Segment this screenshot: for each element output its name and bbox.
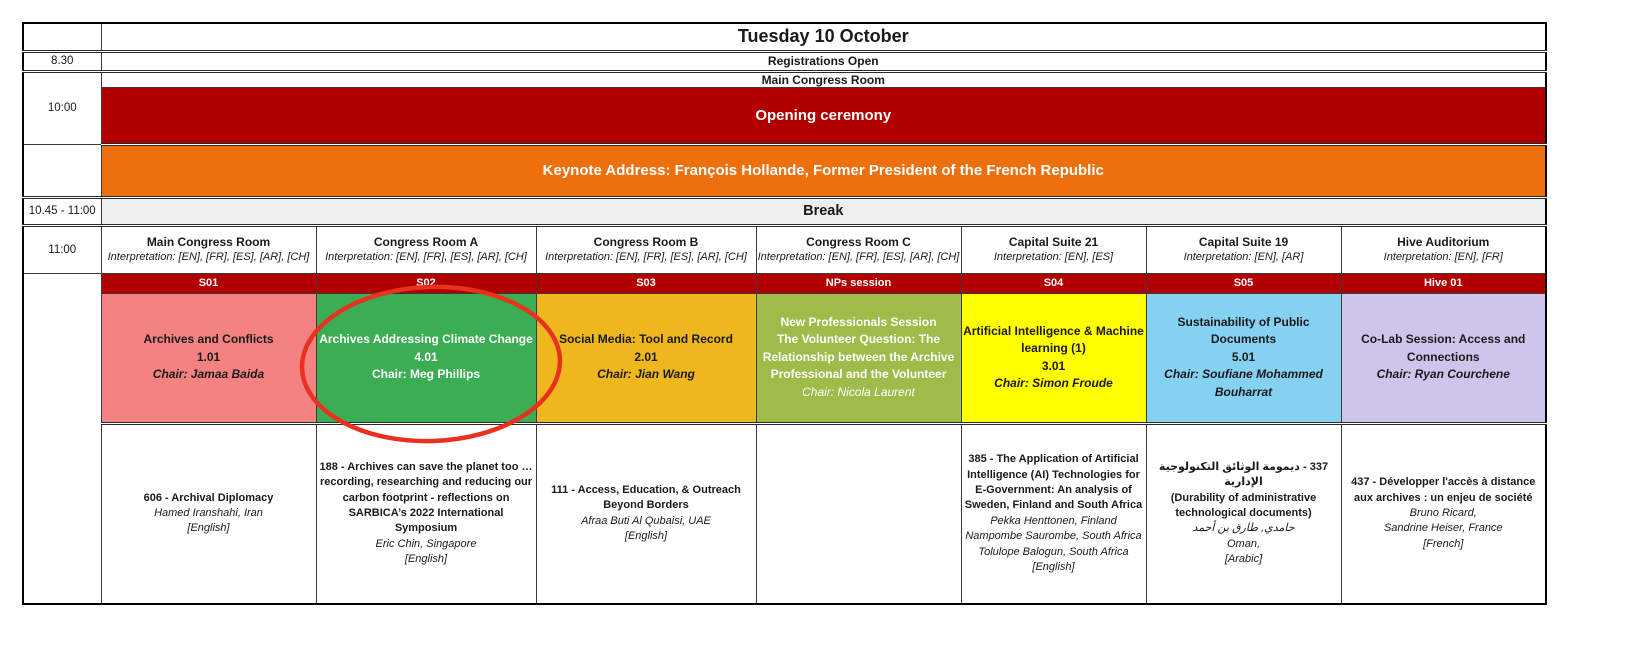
room-name: Capital Suite 19 <box>1198 234 1289 249</box>
paper-cell-111: 111 - Access, Education, & Outreach Beyond Borders Afraa Buti Al Qubaisi, UAE [English] <box>536 423 756 604</box>
paper-language: [English] <box>1032 560 1075 573</box>
session-chair: Chair: Nicola Laurent <box>802 384 915 399</box>
paper-cell-188: 188 - Archives can save the planet too … recording, researching and reducing our carbon footprint - reflections on SARBICA’s 2022 International Symposium Eric Chin, Singapore [English] <box>316 423 536 604</box>
room-name: Congress Room C <box>806 234 911 249</box>
session-cell-archives-climate-change: Archives Addressing Climate Change 4.01 Chair: Meg Phillips <box>316 293 536 423</box>
session-code-s01: S01 <box>101 273 316 293</box>
room-interpretation: Interpretation: [EN], [FR], [ES], [AR], [CH] <box>325 251 527 264</box>
room-interpretation: Interpretation: [EN], [FR] <box>1383 251 1503 264</box>
session-cell-ai-machine-learning: Artificial Intelligence & Machine learning (1) 3.01 Chair: Simon Froude <box>961 293 1146 423</box>
banner-main-congress-room: Main Congress Room <box>101 71 1546 87</box>
room-header-capital-suite-19 <box>1146 225 1341 273</box>
time-opening: 10:00 <box>23 71 101 144</box>
schedule-table <box>22 22 1547 605</box>
room-interpretation: Interpretation: [EN], [FR], [ES], [AR], [CH] <box>545 251 747 264</box>
session-code-nps: NPs session <box>756 273 961 293</box>
time-sessions: 11:00 <box>23 225 101 273</box>
session-cell-archives-and-conflicts: Archives and Conflicts 1.01 Chair: Jamaa Baida <box>101 293 316 423</box>
session-code-s03: S03 <box>536 273 756 293</box>
time-cell-empty-keynote <box>23 144 101 197</box>
session-cell-sustainability-public-documents: Sustainability of Public Documents 5.01 Chair: Soufiane Mohammed Bouharrat <box>1146 293 1341 423</box>
paper-cell-337: 337 - ديمومة الوثائق التكنولوجية الإدارية (Durability of administrative technological documents) حامدي, طارق بن أحمد Oman, [Arabic] <box>1146 423 1341 604</box>
time-break: 10.45 - 11:00 <box>23 197 101 225</box>
paper-language: [English] <box>624 530 668 543</box>
session-cell-new-professionals: New Professionals Session The Volunteer Question: The Relationship between the Archive Professional and the Volunteer Chair: Nicola Laurent <box>756 293 961 423</box>
room-interpretation: Interpretation: [EN], [FR], [ES], [AR], [CH] <box>757 251 960 264</box>
session-chair: Chair: Soufiane Mohammed Bouharrat <box>1164 367 1323 399</box>
room-interpretation: Interpretation: [EN], [FR], [ES], [AR], [CH] <box>107 251 310 264</box>
day-title: Tuesday 10 October <box>101 23 1546 51</box>
session-code-s02: S02 <box>316 273 536 293</box>
banner-keynote-address: Keynote Address: François Hollande, Former President of the French Republic <box>101 144 1546 197</box>
banner-opening-ceremony: Opening ceremony <box>101 87 1546 144</box>
room-header-congress-room-b <box>536 225 756 273</box>
room-name: Congress Room A <box>373 234 479 249</box>
time-cell-empty-bottom <box>23 273 101 604</box>
room-interpretation: Interpretation: [EN], [AR] <box>1183 251 1304 264</box>
room-interpretation: Interpretation: [EN], [ES] <box>993 251 1114 264</box>
paper-cell-empty <box>756 423 961 604</box>
paper-author-arabic: حامدي, طارق بن أحمد <box>1192 522 1295 535</box>
room-name: Capital Suite 21 <box>1008 234 1099 249</box>
session-chair: Chair: Simon Froude <box>994 375 1113 390</box>
session-chair: Chair: Meg Phillips <box>371 367 480 382</box>
paper-cell-606: 606 - Archival Diplomacy Hamed Iranshahi, Iran [English] <box>101 423 316 604</box>
banner-registrations-open: Registrations Open <box>101 51 1546 71</box>
paper-title-arabic: 337 - ديمومة الوثائق التكنولوجية الإدارية <box>1158 460 1329 489</box>
session-code-s04: S04 <box>961 273 1146 293</box>
room-header-hive-auditorium <box>1341 225 1546 273</box>
room-name: Congress Room B <box>593 234 699 249</box>
time-cell-empty-top <box>23 23 101 51</box>
session-cell-social-media: Social Media: Tool and Record 2.01 Chair: Jian Wang <box>536 293 756 423</box>
paper-language: [Arabic] <box>1224 553 1263 566</box>
session-chair: Chair: Jian Wang <box>597 367 695 382</box>
paper-language: [English] <box>404 553 448 566</box>
session-code-s05: S05 <box>1146 273 1341 293</box>
paper-cell-385: 385 - The Application of Artificial Intelligence (AI) Technologies for E-Government: An analysis of Sweden, Finland and South Africa Pekka Henttonen, Finland Nampombe Saurombe, South Africa Tolulope Balogun, South Africa [English] <box>961 423 1146 604</box>
paper-language: [French] <box>1423 537 1464 550</box>
paper-cell-437: 437 - Développer l'accès à distance aux archives : un enjeu de société Bruno Ricard, Sandrine Heiser, France [French] <box>1341 423 1546 604</box>
session-code-hive01: Hive 01 <box>1341 273 1546 293</box>
room-name: Hive Auditorium <box>1397 234 1490 249</box>
room-header-main-congress-room <box>101 225 316 273</box>
session-cell-colab-access-connections: Co-Lab Session: Access and Connections Chair: Ryan Courchene <box>1341 293 1546 423</box>
room-header-congress-room-a <box>316 225 536 273</box>
room-header-congress-room-c <box>756 225 961 273</box>
room-name: Main Congress Room <box>146 234 271 249</box>
session-chair: Chair: Ryan Courchene <box>1376 367 1510 382</box>
banner-break: Break <box>101 197 1546 225</box>
room-header-capital-suite-21 <box>961 225 1146 273</box>
time-registrations: 8.30 <box>23 51 101 71</box>
session-chair: Chair: Jamaa Baida <box>152 367 265 382</box>
paper-language: [English] <box>187 522 230 535</box>
